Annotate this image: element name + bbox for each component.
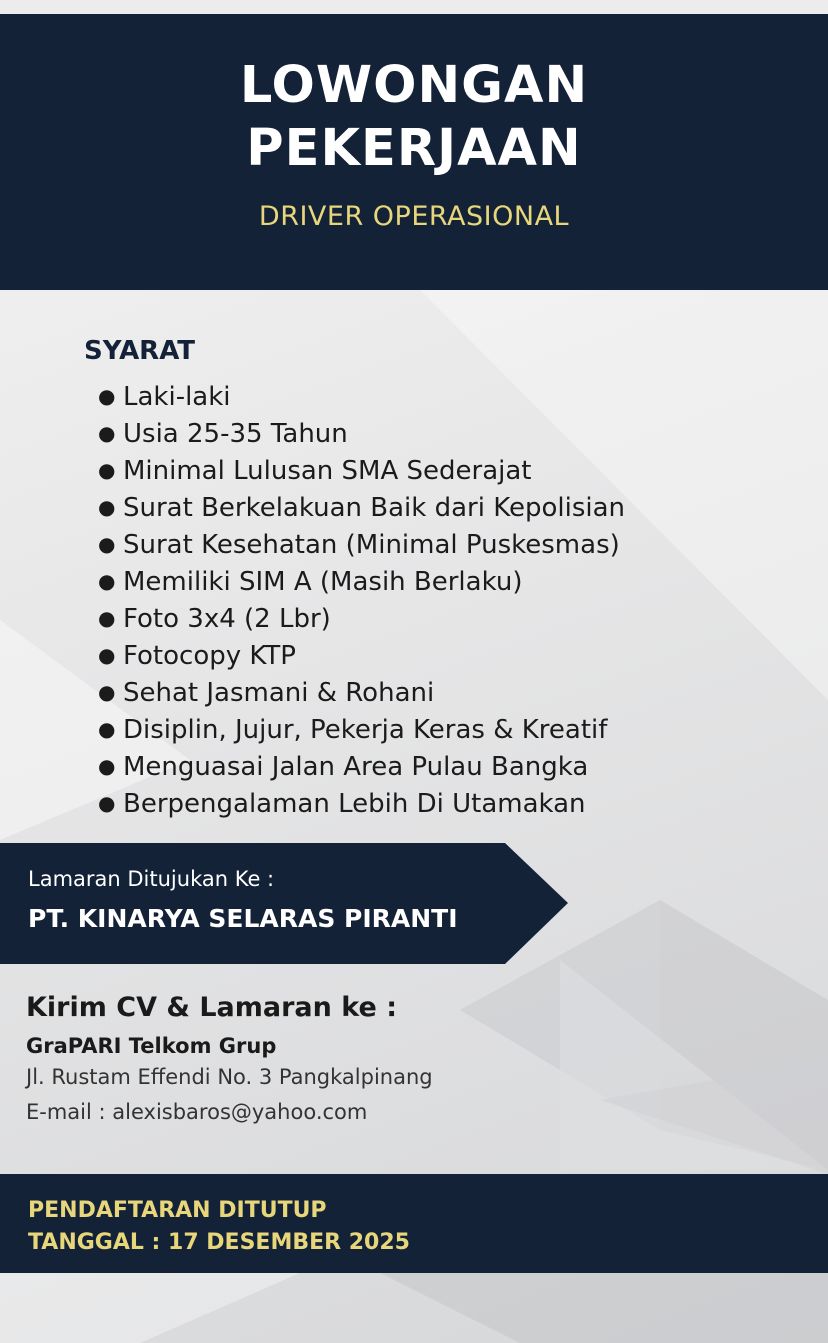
list-item: ● Surat Berkelakuan Baik dari Kepolisian <box>98 489 625 526</box>
list-item: ● Foto 3x4 (2 Lbr) <box>98 600 625 637</box>
bullet-icon: ● <box>98 458 116 482</box>
bullet-icon: ● <box>98 754 116 778</box>
bullet-icon: ● <box>98 717 116 741</box>
bullet-icon: ● <box>98 791 116 815</box>
send-organization: GraPARI Telkom Grup <box>26 1034 277 1058</box>
page-title <box>0 54 828 180</box>
list-item: ● Disiplin, Jujur, Pekerja Keras & Kreatif <box>98 711 625 748</box>
list-item: ● Usia 25-35 Tahun <box>98 415 625 452</box>
bullet-icon: ● <box>98 495 116 519</box>
requirements-list <box>98 378 625 822</box>
list-item: ● Surat Kesehatan (Minimal Puskesmas) <box>98 526 625 563</box>
bullet-icon: ● <box>98 532 116 556</box>
top-border-strip <box>0 0 828 14</box>
deadline-line-1: PENDAFTARAN DITUTUP <box>28 1198 327 1223</box>
bullet-icon: ● <box>98 569 116 593</box>
list-item: ● Fotocopy KTP <box>98 637 625 674</box>
send-cv-heading: Kirim CV & Lamaran ke : <box>26 992 398 1023</box>
send-email: E-mail : alexisbaros@yahoo.com <box>26 1100 368 1124</box>
bullet-icon: ● <box>98 643 116 667</box>
list-item: ● Menguasai Jalan Area Pulau Bangka <box>98 748 625 785</box>
send-address: Jl. Rustam Effendi No. 3 Pangkalpinang <box>26 1065 433 1089</box>
job-position-subtitle: DRIVER OPERASIONAL <box>258 201 570 232</box>
deadline-line-2: TANGGAL : 17 DESEMBER 2025 <box>28 1230 410 1255</box>
title-line-1: LOWONGAN <box>239 56 589 115</box>
bullet-icon: ● <box>98 384 116 408</box>
requirements-heading: SYARAT <box>84 336 196 366</box>
application-label: Lamaran Ditujukan Ke : <box>28 867 275 891</box>
list-item: ● Laki-laki <box>98 378 625 415</box>
list-item: ● Berpengalaman Lebih Di Utamakan <box>98 785 625 822</box>
bullet-icon: ● <box>98 421 116 445</box>
bullet-icon: ● <box>98 680 116 704</box>
list-item: ● Minimal Lulusan SMA Sederajat <box>98 452 625 489</box>
bullet-icon: ● <box>98 606 116 630</box>
header-banner <box>0 14 828 290</box>
list-item: ● Sehat Jasmani & Rohani <box>98 674 625 711</box>
list-item: ● Memiliki SIM A (Masih Berlaku) <box>98 563 625 600</box>
company-name: PT. KINARYA SELARAS PIRANTI <box>28 904 458 933</box>
title-line-2: PEKERJAAN <box>246 119 582 178</box>
